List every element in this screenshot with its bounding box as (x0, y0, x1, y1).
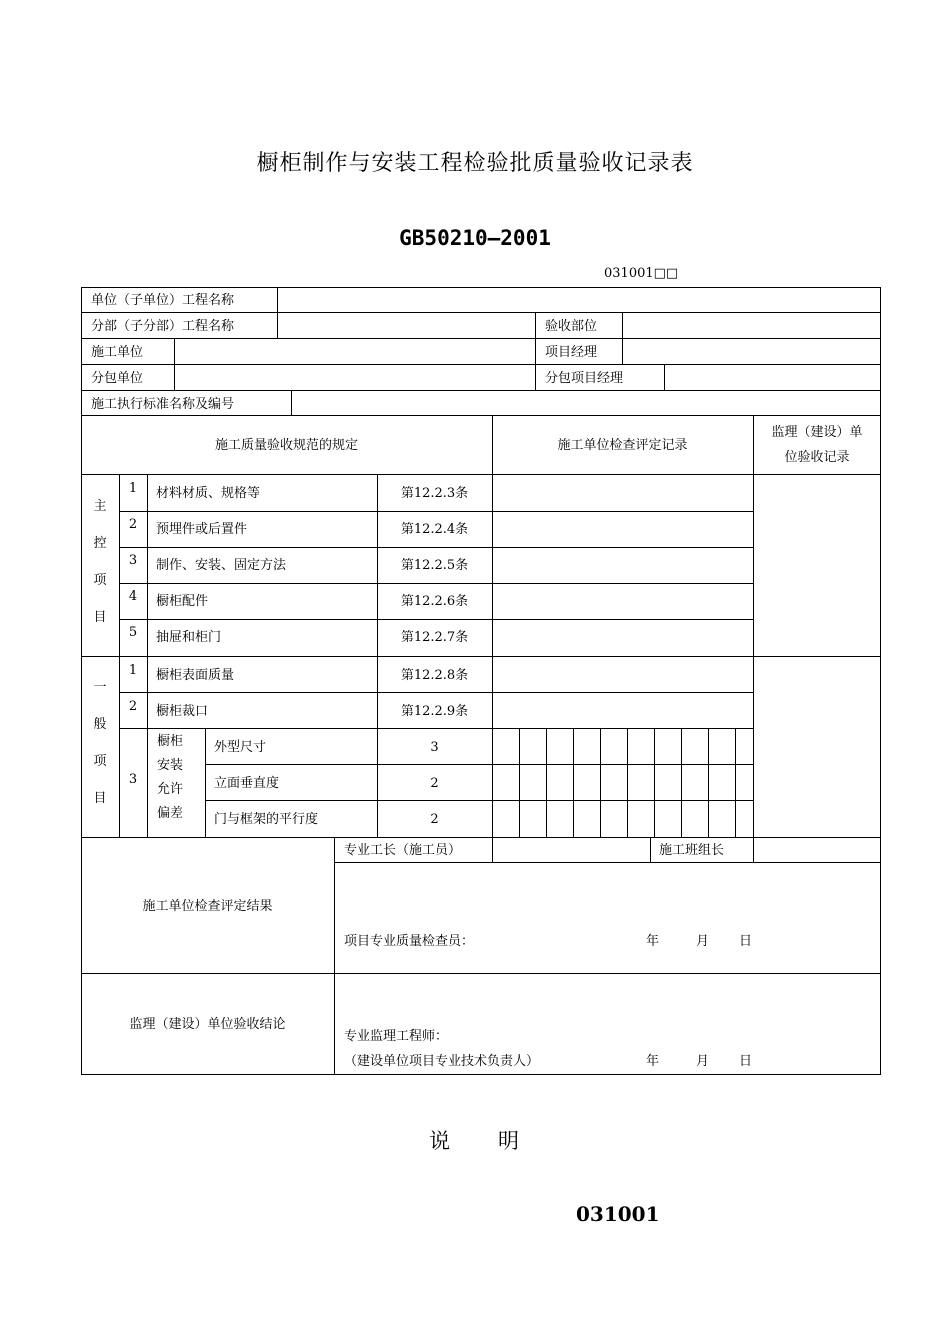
supervision-column-header-2: 位验收记录 (784, 450, 850, 465)
main-row-1-item: 材料材质、规格等 (156, 486, 261, 501)
project-manager-label: 项目经理 (545, 345, 598, 360)
main-row-4-item: 橱柜配件 (156, 594, 209, 609)
main-row-3-clause: 第12.2.5条 (400, 558, 469, 573)
main-row-2-no: 2 (128, 517, 138, 532)
team-leader-label: 施工班组长 (659, 843, 725, 858)
date-month: 月 (696, 934, 710, 949)
general-row-2-clause: 第12.2.9条 (400, 704, 469, 719)
deviation-item-2-name: 立面垂直度 (214, 776, 280, 791)
main-row-2-item: 预埋件或后置件 (156, 522, 248, 537)
explanation-code: 031001 (576, 1202, 660, 1226)
date-year: 年 (646, 934, 660, 949)
sub-project-name-label: 分部（子分部）工程名称 (91, 319, 235, 334)
construction-result-label: 施工单位检查评定结果 (142, 899, 273, 914)
main-row-4-clause: 第12.2.6条 (400, 594, 469, 609)
main-group-char: 项 (93, 573, 107, 588)
main-group-char: 目 (93, 610, 107, 625)
deviation-item-3-name: 门与框架的平行度 (214, 812, 319, 827)
general-row-2-item: 橱柜裁口 (156, 704, 209, 719)
general-row-2-no: 2 (128, 699, 138, 714)
supervision-conclusion-label: 监理（建设）单位验收结论 (129, 1017, 286, 1032)
main-row-3-no: 3 (128, 553, 138, 568)
construction-unit-label: 施工单位 (91, 345, 144, 360)
main-row-1-no: 1 (128, 481, 138, 496)
supervision-engineer-label: 专业监理工程师： (344, 1029, 449, 1044)
date-year-2: 年 (646, 1054, 660, 1069)
deviation-item-2-value: 2 (430, 776, 439, 791)
check-record-column-header: 施工单位检查评定记录 (557, 438, 688, 453)
acceptance-part-label: 验收部位 (545, 319, 598, 334)
main-row-1-clause: 第12.2.3条 (400, 486, 469, 501)
foreman-label: 专业工长（施工员） (344, 843, 462, 858)
main-row-2-clause: 第12.2.4条 (400, 522, 469, 537)
main-row-5-item: 抽屉和柜门 (156, 630, 222, 645)
standard-name-label: 施工执行标准名称及编号 (91, 397, 235, 412)
spec-column-header: 施工质量验收规范的规定 (214, 438, 358, 453)
supervision-column-header: 监理（建设）单 (771, 425, 863, 440)
date-day: 日 (739, 934, 753, 949)
inspection-form (81, 287, 881, 1075)
main-row-4-no: 4 (128, 589, 138, 604)
deviation-label: 橱柜安装允许偏差 (156, 734, 183, 821)
main-group-char: 主 (93, 499, 107, 514)
form-title: 橱柜制作与安装工程检验批质量验收记录表 (256, 151, 694, 176)
quality-inspector-label: 项目专业质量检查员： (344, 934, 475, 949)
main-row-3-item: 制作、安装、固定方法 (156, 558, 287, 573)
standard-number: GB50210—2001 (399, 226, 551, 250)
general-row-1-clause: 第12.2.8条 (400, 668, 469, 683)
explanation-title: 说 明 (429, 1129, 521, 1153)
general-group-char: 般 (93, 717, 107, 732)
date-month-2: 月 (696, 1054, 710, 1069)
owner-rep-label: （建设单位项目专业技术负责人） (344, 1054, 540, 1069)
general-group-char: 一 (93, 680, 107, 695)
subcontract-manager-label: 分包项目经理 (545, 371, 624, 386)
general-group-char: 项 (93, 754, 107, 769)
deviation-item-1-name: 外型尺寸 (214, 740, 267, 755)
subcontract-unit-label: 分包单位 (91, 371, 144, 386)
main-group-char: 控 (93, 536, 107, 551)
general-row-1-no: 1 (128, 663, 138, 678)
main-row-5-clause: 第12.2.7条 (400, 630, 469, 645)
general-group-char: 目 (93, 791, 107, 806)
general-row-1-item: 橱柜表面质量 (156, 668, 235, 683)
form-code: 031001□□ (604, 266, 679, 281)
deviation-item-3-value: 2 (430, 812, 439, 827)
deviation-no: 3 (128, 772, 138, 787)
unit-project-name-label: 单位（子单位）工程名称 (91, 293, 235, 308)
main-row-5-no: 5 (128, 625, 138, 640)
deviation-item-1-value: 3 (430, 740, 439, 755)
date-day-2: 日 (739, 1054, 753, 1069)
